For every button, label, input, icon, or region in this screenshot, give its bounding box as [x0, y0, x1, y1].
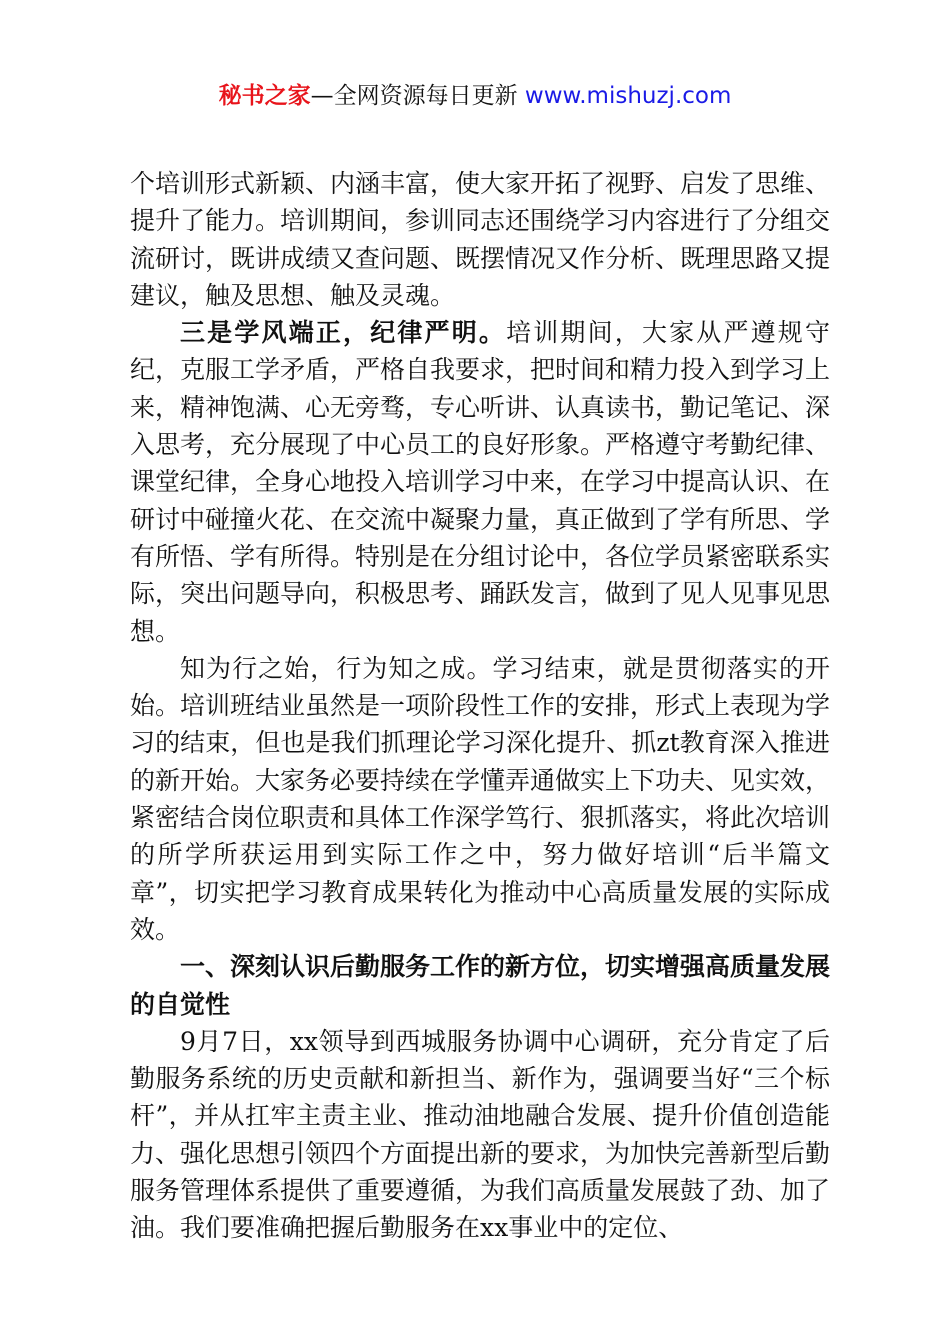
paragraph-2-text: 培训期间，大家从严遵规守纪，克服工学矛盾，严格自我要求，把时间和精力投入到学习上来，精神饱满、心无旁骛，专心听讲、认真读书，勤记笔记、深入思考，充分展现了中心员工的良好形象。严格遵守考勤纪律、课堂纪律，全身心地投入培训学习中来，在学习中提高认识、在研讨中碰撞火花、在交流中凝聚力量，真正做到了学有所思、学有所悟、学有所得。特别是在分组讨论中，各位学员紧密联系实际，突出问题导向，积极思考、踊跃发言，做到了见人见事见思想。 [130, 318, 831, 646]
paragraph-2 [130, 314, 830, 650]
brand-name: 秘书之家 [218, 83, 311, 109]
paragraph-4: 9月7日，xx领导到西城服务协调中心调研，充分肯定了后勤服务系统的历史贡献和新担当、新作为，强调要当好“三个标杆”，并从扛牢主责主业、推动油地融合发展、提升价值创造能力、强化思想引领四个方面提出新的要求，为加快完善新型后勤服务管理体系提供了重要遵循，为我们高质量发展鼓了劲、加了油。我们要准确把握后勤服务在xx事业中的定位、 [130, 1026, 831, 1243]
site-url: www.mishuzj.com [524, 83, 732, 109]
paragraph-2-lead: 三是学风端正，纪律严明。 [180, 318, 507, 348]
section-heading-1: 一、深刻认识后勤服务工作的新方位，切实增强高质量发展的自觉性 [130, 952, 831, 1019]
paragraph-1: 个培训形式新颖、内涵丰富，使大家开拓了视野、启发了思维、提升了能力。培训期间，参训同志还围绕学习内容进行了分组交流研讨，既讲成绩又查问题、既摆情况又作分析、既理思路又提建议，触及思想、触及灵魂。 [130, 169, 831, 310]
paragraph-3: 知为行之始，行为知之成。学习结束，就是贯彻落实的开始。培训班结业虽然是一项阶段性工作的安排，形式上表现为学习的结束，但也是我们抓理论学习深化提升、抓zt教育深入推进的新开始。大家务必要持续在学懂弄通做实上下功夫、见实效，紧密结合岗位职责和具体工作深学笃行、狠抓落实，将此次培训的所学所获运用到实际工作之中，努力做好培训“后半篇文章”，切实把学习教育成果转化为推动中心高质量发展的实际成效。 [130, 653, 831, 944]
header-tagline: —全网资源每日更新 [310, 83, 518, 109]
page-header [0, 80, 950, 112]
document-body [130, 165, 830, 1247]
